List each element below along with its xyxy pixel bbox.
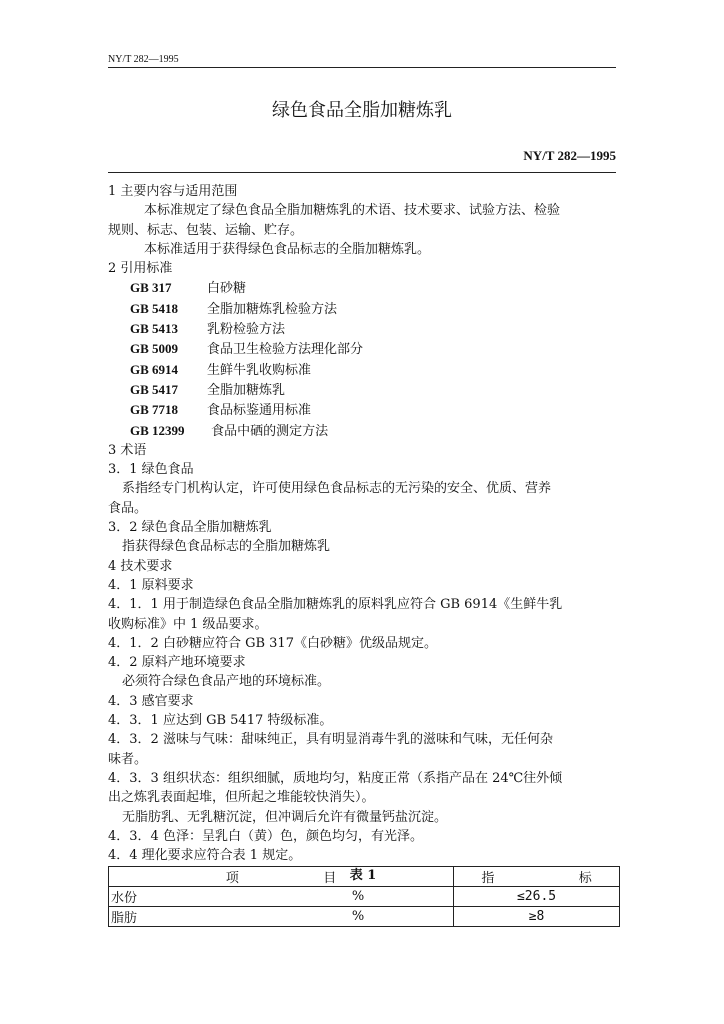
paragraph-line: 食品。	[108, 500, 148, 516]
clause-line: 4．1．2 白砂糖应符合 GB 317《白砂糖》优级品规定。	[108, 635, 437, 651]
document-title: 绿色食品全脂加糖炼乳	[272, 100, 452, 121]
header-index	[454, 867, 620, 887]
clause-line: 4．4 理化要求应符合表 1 规定。	[108, 848, 302, 864]
reference-item	[108, 360, 618, 380]
term-heading: 3．1 绿色食品	[108, 462, 194, 478]
clause-line: 4．3．3 组织状态：组织细腻，质地均匀，粘度正常（系指产品在 24℃往外倾	[108, 770, 563, 786]
reference-name: 全脂加糖炼乳检验方法	[207, 301, 338, 317]
header-index-right: 标	[578, 871, 592, 886]
clause-heading: 4．2 原料产地环境要求	[108, 655, 246, 671]
paragraph-line: 规则、标志、包装、运输、贮存。	[108, 222, 304, 238]
header-index-left: 指	[481, 871, 495, 886]
reference-item	[108, 400, 618, 420]
paragraph-line: 指获得绿色食品标志的全脂加糖炼乳	[122, 539, 331, 555]
row-name: 水份	[109, 887, 264, 907]
clause-line: 收购标准》中 1 级品要求。	[108, 616, 268, 632]
reference-name: 生鲜牛乳收购标准	[207, 362, 312, 378]
clause-heading: 4．3 感官要求	[108, 693, 194, 709]
standard-number: NY/T 282—1995	[523, 148, 616, 163]
reference-name: 食品卫生检验方法理化部分	[207, 342, 364, 358]
title-rule	[108, 172, 616, 173]
clause-line: 味者。	[108, 751, 148, 767]
reference-item	[108, 339, 618, 359]
reference-item	[108, 299, 618, 319]
section-3-heading: 3 术语	[108, 442, 147, 458]
reference-code: GB 5418	[130, 300, 179, 316]
reference-item	[108, 319, 618, 339]
reference-code: GB 317	[130, 280, 172, 296]
clause-line: 4．3．2 滋味与气味：甜味纯正，具有明显消毒牛乳的滋味和气味，无任何杂	[108, 732, 553, 748]
header-rule	[108, 67, 616, 68]
reference-name: 食品标鉴通用标准	[207, 403, 312, 419]
reference-code: GB 12399	[130, 422, 185, 438]
spec-table	[108, 866, 620, 927]
paragraph-line: 本标准规定了绿色食品全脂加糖炼乳的术语、技术要求、试验方法、检验	[144, 203, 561, 219]
clause-heading: 4．1 原料要求	[108, 577, 194, 593]
table-row	[109, 907, 620, 927]
row-value: ≥8	[454, 907, 620, 927]
clause-line: 4．1．1 用于制造绿色食品全脂加糖炼乳的原料乳应符合 GB 6914《生鲜牛乳	[108, 597, 563, 613]
reference-name: 食品中硒的测定方法	[207, 423, 329, 439]
row-unit: %	[263, 887, 454, 907]
clause-line: 4．3．1 应达到 GB 5417 特级标准。	[108, 713, 333, 729]
clause-line: 无脂肪乳、无乳糖沉淀，但冲调后允许有微量钙盐沉淀。	[122, 809, 448, 825]
paragraph-line: 本标准适用于获得绿色食品标志的全脂加糖炼乳。	[144, 241, 431, 257]
table-caption: 表 1	[349, 868, 377, 884]
reference-code: GB 6914	[130, 361, 179, 377]
row-value: ≤26.5	[454, 887, 620, 907]
reference-name: 白砂糖	[207, 281, 247, 297]
section-4-heading: 4 技术要求	[108, 558, 173, 574]
header-item-right: 目	[323, 871, 337, 886]
reference-item	[108, 278, 618, 298]
reference-code: GB 5417	[130, 381, 179, 397]
reference-name: 乳粉检验方法	[207, 322, 286, 338]
term-heading: 3．2 绿色食品全脂加糖炼乳	[108, 520, 272, 536]
reference-item	[108, 380, 618, 400]
running-header-code: NY/T 282—1995	[108, 54, 179, 65]
clause-line: 出之炼乳表面起堆，但所起之堆能较快消失）。	[108, 790, 375, 806]
reference-code: GB 5413	[130, 321, 179, 337]
clause-line: 必须符合绿色食品产地的环境标准。	[122, 674, 331, 690]
reference-code: GB 5009	[130, 341, 179, 357]
table-header-row	[109, 867, 620, 887]
header-item	[109, 867, 454, 887]
table-row	[109, 887, 620, 907]
reference-code: GB 7718	[130, 402, 179, 418]
row-name: 脂肪	[109, 907, 264, 927]
document-body	[108, 182, 618, 886]
header-item-left: 项	[225, 871, 239, 886]
reference-name: 全脂加糖炼乳	[207, 382, 286, 398]
section-1-heading: 1 主要内容与适用范围	[108, 184, 238, 199]
paragraph-line: 系指经专门机构认定，许可使用绿色食品标志的无污染的安全、优质、营养	[122, 481, 552, 497]
clause-line: 4．3．4 色泽：呈乳白（黄）色，颜色均匀，有光泽。	[108, 828, 423, 844]
reference-item	[108, 421, 618, 441]
row-unit: %	[263, 907, 454, 927]
section-2-heading: 2 引用标准	[108, 261, 173, 277]
